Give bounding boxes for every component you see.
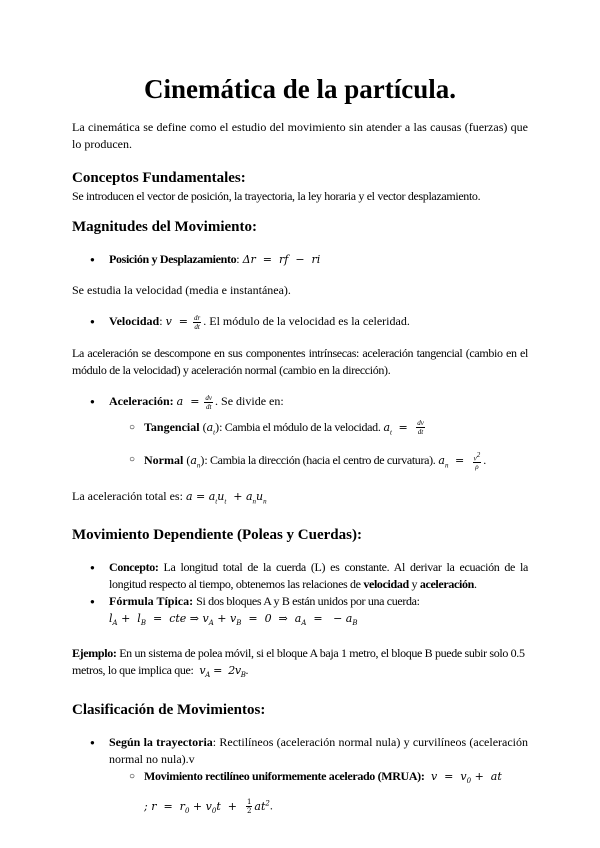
tangencial-text: : Cambia el módulo de la velocidad. (219, 419, 381, 434)
ejemplo-paragraph: Ejemplo: En un sistema de polea móvil, si el bloque A baja 1 metro, el bloque B puede subir solo 0.5 metros, lo que implica que: $v_A = 2v_B$. (72, 645, 525, 679)
ejemplo-label: Ejemplo: (72, 645, 117, 660)
normal-label: Normal (144, 452, 184, 467)
list-aceleracion (72, 393, 528, 474)
aceleracion-total: La aceleración total es: $a = a_tu_t + a_nu_n$ (72, 489, 267, 506)
aceleracion-lhs: a = (176, 394, 200, 408)
formula-text: Si dos bloques A y B están unidos por una cuerda: (196, 593, 420, 608)
tangencial-sub: t (213, 427, 216, 436)
heading-dependiente: Movimiento Dependiente (Poleas y Cuerdas): (72, 526, 362, 543)
velocidad-label: Velocidad (109, 314, 160, 328)
concepto-and: y (411, 576, 418, 591)
list-item-mrua: ○ Movimiento rectilíneo uniformemente acelerado (MRUA): $v = v_0$ + at ; $r = r_0 + v_0t$ + $\frac{1}{2}$ $at^2$. (72, 768, 528, 824)
intro-paragraph: La cinemática se define como el estudio del movimiento sin atender a las causas (fuerzas) que lo producen. (72, 120, 528, 151)
normal-symbol: a (190, 453, 197, 467)
normal-fraction (473, 451, 482, 471)
formula-equation: $l_A + l_B$ = cte ⇒ $v_A + v_B = 0$ ⇒ $a_A$ = − $a_B$ (109, 611, 358, 627)
normal-sub: n (196, 461, 201, 470)
heading-clasificacion: Clasificación de Movimientos: (72, 701, 266, 718)
tangencial-fraction (416, 419, 425, 436)
concepto-bold-aceleracion: aceleración (419, 576, 474, 591)
list-item-normal: ○ Normal $(a_n)$: Cambia la dirección (hacia el centro de curvatura). $a_n$ = $\frac{v^2}{\rho}$ . (72, 451, 528, 474)
posicion-label: Posición y Desplazamiento (109, 252, 237, 266)
normal-num: v (473, 454, 477, 463)
velocidad-den: dt (194, 322, 200, 331)
velocidad-lhs: v = (165, 315, 189, 328)
tangencial-num: dv (417, 419, 424, 428)
list-dependiente (72, 559, 528, 632)
list-velocidad (72, 313, 528, 331)
normal-num-sup: 2 (476, 450, 481, 459)
aceleracion-intro: La aceleración se descompone en sus componentes intrínsecas: aceleración tangencial (cambio en el módulo de la velocidad) y aceleración normal (cambio en la dirección). (72, 345, 528, 377)
aceleracion-text: . Se divide en: (215, 393, 284, 408)
trayectoria-text: : Rectilíneos (aceleración normal nula) y curvilíneos (aceleración normal no nula).v (109, 734, 528, 766)
concepto-text: La longitud total de la cuerda (L) es constante. Al derivar la ecuación de la longitud respecto al tiempo, obtenemos las relaciones de (109, 559, 529, 591)
list-componentes (72, 419, 528, 475)
mrua-label: Movimiento rectilíneo uniformemente acelerado (MRUA): (144, 768, 425, 783)
list-posicion (72, 251, 528, 268)
velocidad-intro: Se estudia la velocidad (media e instantánea). (72, 283, 291, 297)
aceleracion-num: dv (205, 393, 213, 402)
page-title: Cinemática de la partícula. (144, 74, 456, 104)
list-item-posicion: ● Posición y Desplazamiento: Δr = rf − ri (72, 251, 528, 268)
velocidad-fraction (193, 314, 201, 331)
list-item-trayectoria (72, 734, 528, 824)
tangencial-symbol: a (206, 420, 214, 434)
list-item-concepto: ● Concepto: La longitud total de la cuerda (L) es constante. Al derivar la ecuación de la longitud respecto al tiempo, obtenemos las relaciones de velocidad y aceleración. (72, 559, 528, 593)
tangencial-label: Tangencial (144, 419, 200, 434)
normal-den: ρ (475, 463, 479, 472)
velocidad-num: dr (194, 313, 201, 322)
list-item-formula (72, 593, 528, 632)
ejemplo-text: En un sistema de polea móvil, si el bloque A baja 1 metro, el bloque B puede subir solo 0.5 metros, lo que implica que: (72, 645, 525, 677)
list-item-aceleracion (72, 393, 528, 474)
heading-magnitudes: Magnitudes del Movimiento: (72, 219, 257, 235)
total-text: La aceleración total es: (72, 489, 183, 504)
velocidad-text: . El módulo de la velocidad es la celeridad. (203, 314, 410, 328)
conceptos-text: Se introducen el vector de posición, la trayectoria, la ley horaria y el vector desplazamiento. (72, 189, 481, 203)
posicion-formula: Δr = rf − ri (242, 253, 321, 266)
aceleracion-fraction (204, 394, 213, 411)
concepto-label: Concepto: (109, 559, 159, 574)
normal-text: : Cambia la dirección (hacia el centro de curvatura). (204, 452, 436, 467)
aceleracion-label: Aceleración: (109, 393, 174, 408)
list-mrua (72, 768, 528, 824)
trayectoria-label: Según la trayectoria (109, 734, 213, 749)
concepto-bold-velocidad: velocidad (363, 576, 409, 591)
list-clasificacion (72, 734, 528, 824)
tangencial-den: dt (417, 428, 424, 437)
heading-conceptos: Conceptos Fundamentales: (72, 170, 246, 186)
list-item-tangencial: ○ Tangencial $(a_t)$: Cambia el módulo de la velocidad. $a_t$ = $\frac{dv}{dt}$ (72, 419, 528, 441)
list-item-velocidad: ● Velocidad: v = $\frac{dr}{dt}$ . El módulo de la velocidad es la celeridad. (72, 313, 528, 331)
aceleracion-den: dt (206, 402, 212, 411)
formula-label: Fórmula Típica: (109, 593, 194, 608)
mrua-position-equation: ; $r = r_0 + v_0t$ + $\frac{1}{2}$ $at^2$ (144, 798, 270, 816)
